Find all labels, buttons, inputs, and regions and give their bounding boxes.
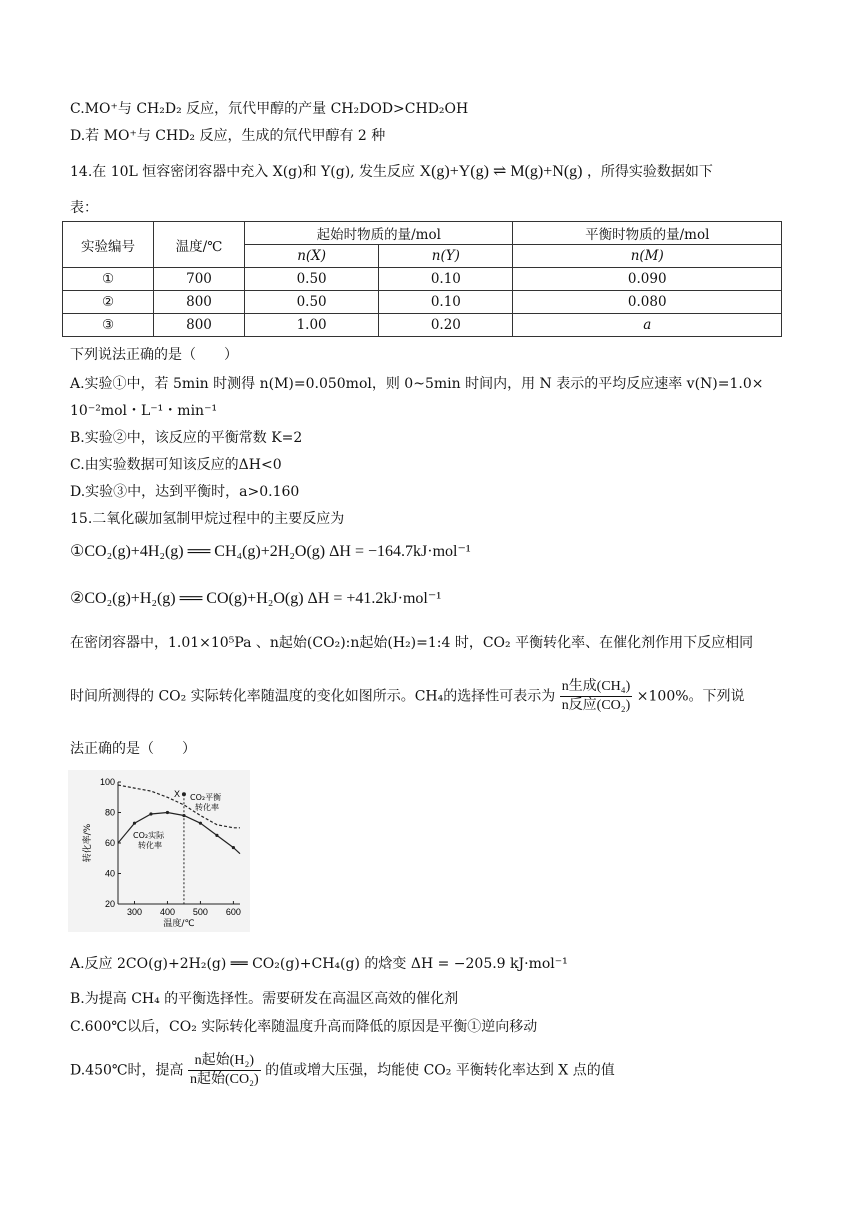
- q15-option-b: B.为提高 CH₄ 的平衡选择性。需要研发在高温区高效的催化剂: [70, 991, 459, 1007]
- header-initial: 起始时物质的量/mol: [245, 222, 513, 245]
- q15-stem: 15.二氧化碳加氢制甲烷过程中的主要反应为: [70, 511, 345, 527]
- x-tick-label: 500: [192, 907, 208, 917]
- q15-option-d: D.450℃时，提高 $\frac{\text{n起始(H₂)}}{\text{n起始(CO₂)}}$ 的值或增大压强，均能使 CO₂ 平衡转化率达到 X 点的值: [70, 1053, 615, 1087]
- conversion-chart: [68, 770, 250, 932]
- q14-option-b: B.实验②中，该反应的平衡常数 K=2: [70, 430, 303, 446]
- data-point: [215, 834, 218, 837]
- header-ny: n(Y): [379, 245, 513, 268]
- series-label-equilibrium: CO₂平衡: [190, 793, 222, 802]
- data-point: [149, 812, 152, 815]
- q15-question: 法正确的是（ ）: [70, 741, 196, 757]
- ratio-fraction: $\frac{\text{n起始(H₂)}}{\text{n起始(CO₂)}}$: [190, 1053, 259, 1087]
- header-nm: n(M): [513, 245, 782, 268]
- y-tick-label: 80: [104, 807, 115, 818]
- y-tick-label: 60: [104, 838, 115, 848]
- series-label-equilibrium-2: 转化率: [195, 803, 219, 812]
- point-x-label: X: [173, 789, 180, 800]
- q15-option-c: C.600℃以后，CO₂ 实际转化率随温度升高而降低的原因是平衡①逆向移动: [70, 1019, 538, 1035]
- q14-option-a-cont: 10⁻²mol・L⁻¹・min⁻¹: [70, 403, 218, 419]
- table-row: ③ 800 1.00 0.20 a: [63, 314, 782, 337]
- y-tick-label: 100: [99, 777, 115, 787]
- q14-stem-line2: 表：: [70, 200, 98, 216]
- q15-option-a: A.反应 2CO(g)+2H₂(g) ══ CO₂(g)+CH₄(g) 的焓变 ΔH = −205.9 kJ·mol⁻¹: [70, 956, 568, 972]
- table-row: ② 800 0.50 0.10 0.080: [63, 291, 782, 314]
- series-label-actual: CO₂实际: [133, 831, 165, 840]
- chart-svg: [68, 770, 250, 932]
- data-point: [232, 846, 235, 849]
- x-axis-label: 温度/℃: [163, 919, 195, 929]
- y-axis-label: 转化率/%: [83, 823, 93, 863]
- series-label-actual-2: 转化率: [138, 841, 162, 850]
- x-tick-label: 300: [126, 907, 143, 917]
- point-x: [182, 792, 186, 796]
- experiment-table: [62, 221, 782, 337]
- q13-option-c: C.MO⁺与 CH₂D₂ 反应，氘代甲醇的产量 CH₂DOD>CHD₂OH: [70, 101, 469, 117]
- header-exp-id: 实验编号: [63, 222, 154, 268]
- q14-option-a: A.实验①中，若 5min 时测得 n(M)=0.050mol，则 0~5min 时间内，用 N 表示的平均反应速率 v(N)=1.0×: [70, 376, 764, 392]
- data-point: [166, 811, 169, 814]
- y-tick-label: 40: [104, 868, 115, 879]
- q14-option-d: D.实验③中，达到平衡时，a>0.160: [70, 484, 300, 500]
- header-nx: n(X): [245, 245, 379, 268]
- selectivity-fraction: $\frac{\text{n生成(CH₄)}}{\text{n反应(CO₂)}}$: [561, 679, 631, 713]
- q14-stem: 14.在 10L 恒容密闭容器中充入 X(g)和 Y(g), 发生反应 X(g)+Y(g) ⇌ M(g)+N(g) ，所得实验数据如下: [70, 163, 713, 180]
- q15-reaction-1: ①CO₂(g)+4H₂(g) ══ CH₄(g)+2H₂O(g) ΔH = −164.7kJ·mol⁻¹: [70, 543, 471, 560]
- q15-conditions: 在密闭容器中，1.01×10⁵Pa 、n起始(CO₂):n起始(H₂)=1:4 时，CO₂ 平衡转化率、在催化剂作用下反应相同: [70, 635, 754, 651]
- header-equilibrium: 平衡时物质的量/mol: [513, 222, 782, 245]
- data-point: [199, 822, 202, 825]
- table-row: ① 700 0.50 0.10 0.090: [63, 268, 782, 291]
- q14-reaction: X(g)+Y(g) ⇌ M(g)+N(g): [419, 163, 583, 180]
- q14-question: 下列说法正确的是（ ）: [70, 347, 238, 363]
- y-tick-label: 20: [104, 899, 115, 909]
- q14-option-c: C.由实验数据可知该反应的ΔH<0: [70, 457, 282, 473]
- x-tick-label: 600: [225, 907, 241, 917]
- q13-option-d: D.若 MO⁺与 CHD₂ 反应，生成的氘代甲醇有 2 种: [70, 128, 386, 144]
- q15-selectivity: 时间所测得的 CO₂ 实际转化率随温度的变化如图所示。CH₄的选择性可表示为 $\frac{\text{n生成(CH₄)}}{\text{n反应(CO₂)}}$ ×100%。下列说: [70, 679, 745, 713]
- data-point: [133, 822, 136, 825]
- x-tick-label: 400: [159, 907, 175, 917]
- header-temp: 温度/℃: [154, 222, 245, 268]
- data-point: [182, 814, 185, 817]
- q15-reaction-2: ②CO₂(g)+H₂(g) ══ CO(g)+H₂O(g) ΔH = +41.2kJ·mol⁻¹: [70, 590, 442, 607]
